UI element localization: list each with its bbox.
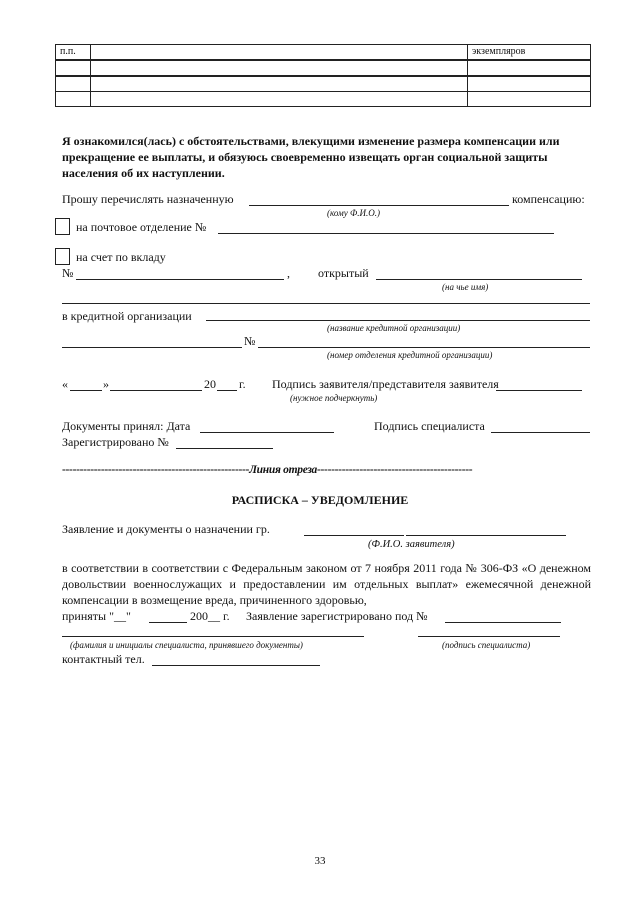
specialist-sign-line[interactable] [418, 636, 560, 637]
applicant-sign-field[interactable] [496, 390, 582, 391]
receipt-paragraph: в соответствии в соответствии с Федеральным законом от 7 ноября 2011 года № 306-ФЗ «О денежном довольствии военнослужащих и предоставлении им отдельных выплат» ежемесячной денежной компенсации в возмещение вреда, причиненного здоровью, [62, 561, 591, 607]
branch-left-field[interactable] [62, 347, 242, 348]
registered-under-label: Заявление зарегистрировано под № [246, 609, 428, 623]
postal-office-field[interactable] [218, 233, 554, 234]
contact-phone-label: контактный тел. [62, 652, 145, 666]
contact-phone-field[interactable] [152, 665, 320, 666]
year-field[interactable] [217, 390, 237, 391]
deposit-label: на счет по вкладу [76, 250, 166, 264]
year-prefix: 20 [204, 377, 216, 391]
specialist-sign-field[interactable] [491, 432, 590, 433]
table-cell[interactable] [91, 60, 468, 76]
specialist-sign-hint: (подпись специалиста) [442, 640, 531, 650]
table-header-row [56, 45, 591, 61]
deposit-extra-line[interactable] [62, 303, 590, 304]
cut-line-label: Линия отреза [249, 464, 317, 476]
col-num-header: п.п. [56, 45, 91, 61]
opened-hint: (на чье имя) [442, 282, 489, 292]
accepted-date-label: Документы принял: Дата [62, 419, 191, 433]
table-cell[interactable] [56, 76, 91, 92]
cut-dashes-right: -------------------------------------------- [316, 464, 473, 476]
deposit-checkbox[interactable] [55, 248, 70, 265]
table-row [56, 92, 591, 107]
credit-org-field[interactable] [206, 320, 590, 321]
applicant-fio-field-1[interactable] [304, 535, 404, 536]
cut-line [62, 464, 472, 476]
month-field[interactable] [110, 390, 202, 391]
table-cell[interactable] [56, 60, 91, 76]
year-suffix: г. [239, 377, 246, 391]
day-field[interactable] [70, 390, 102, 391]
applicant-sign-label: Подпись заявителя/представителя заявителя [272, 377, 499, 391]
postal-checkbox[interactable] [55, 218, 70, 235]
postal-label: на почтовое отделение № [76, 220, 207, 234]
page-number: 33 [314, 855, 326, 867]
date-close-quote: » [103, 377, 109, 391]
accepted-month-field[interactable] [149, 622, 187, 623]
table-cell[interactable] [56, 92, 91, 107]
credit-org-hint: (название кредитной организации) [327, 323, 461, 333]
registered-under-field[interactable] [445, 622, 561, 623]
credit-org-label: в кредитной организации [62, 309, 192, 323]
recipient-hint: (кому Ф.И.О.) [327, 208, 380, 218]
date-open-quote: « [62, 377, 68, 391]
deposit-num-label: № [62, 266, 74, 280]
recipient-fio-field[interactable] [249, 205, 509, 206]
table-row [56, 60, 591, 76]
table-cell[interactable] [468, 76, 591, 92]
receipt-lead: Заявление и документы о назначении гр. [62, 522, 270, 536]
receipt-title: РАСПИСКА – УВЕДОМЛЕНИЕ [231, 493, 409, 507]
accepted-prefix: приняты "__" [62, 609, 131, 623]
accepted-year: 200__ г. [190, 609, 230, 623]
cut-dashes-left: ----------------------------------------------------- [62, 464, 250, 476]
specialist-sign-label: Подпись специалиста [374, 419, 485, 433]
acknowledgement-notice: Я ознакомился(лась) с обстоятельствами, влекущими изменение размера компенсации или прекращение ее выплаты, и обязуюсь своевременно извещать орган социальной защиты населения об их наступлении. [62, 134, 560, 180]
registered-number-field[interactable] [176, 448, 273, 449]
table-cell [91, 45, 468, 61]
underline-hint: (нужное подчеркнуть) [290, 393, 378, 403]
table-cell[interactable] [468, 60, 591, 76]
specialist-name-field[interactable] [62, 636, 364, 637]
registered-label: Зарегистрировано № [62, 435, 169, 449]
copies-table [55, 44, 591, 107]
table-cell[interactable] [468, 92, 591, 107]
opened-name-field[interactable] [376, 279, 582, 280]
table-row [56, 76, 591, 92]
deposit-comma: , [287, 266, 290, 280]
applicant-fio-field-2[interactable] [406, 535, 566, 536]
accepted-date-field[interactable] [200, 432, 334, 433]
transfer-lead: Прошу перечислять назначенную [62, 192, 234, 206]
branch-num-label: № [244, 334, 256, 348]
col-copies-header: экземпляров [468, 45, 591, 61]
specialist-name-hint: (фамилия и инициалы специалиста, принявшего документы) [70, 640, 303, 650]
deposit-number-field[interactable] [76, 279, 284, 280]
branch-number-field[interactable] [258, 347, 590, 348]
opened-label: открытый [318, 266, 369, 280]
applicant-fio-hint: (Ф.И.О. заявителя) [368, 539, 455, 550]
branch-hint: (номер отделения кредитной организации) [327, 350, 493, 360]
table-cell[interactable] [91, 92, 468, 107]
table-cell[interactable] [91, 76, 468, 92]
transfer-tail: компенсацию: [512, 192, 585, 206]
